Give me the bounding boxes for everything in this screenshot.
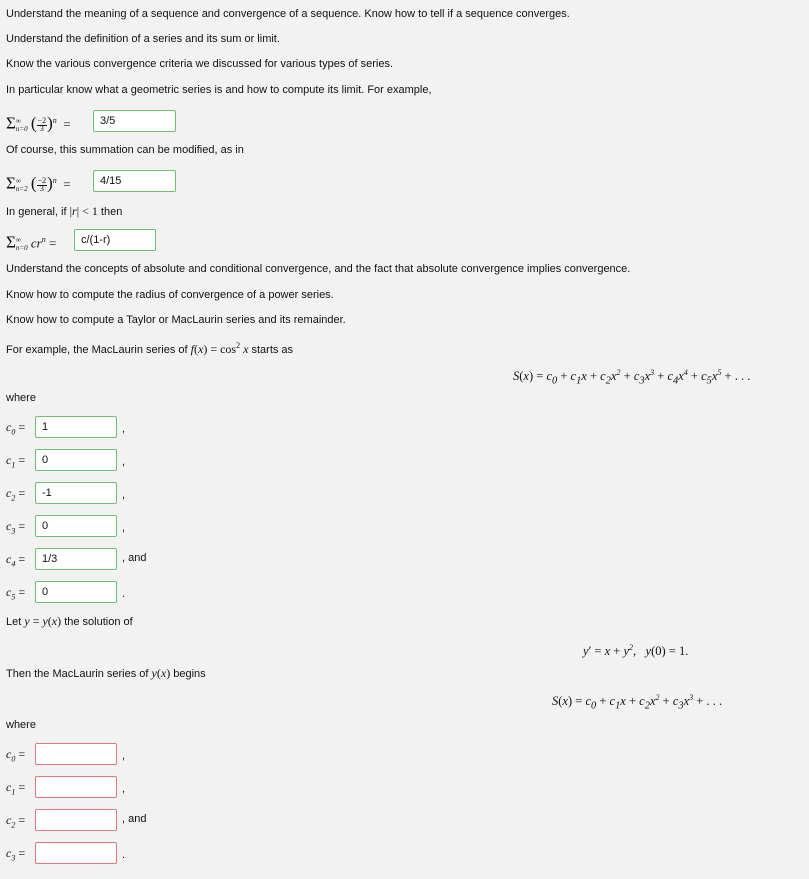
ode-c0-input[interactable] [35, 743, 117, 765]
ode-c1-input[interactable] [35, 776, 117, 798]
coef-label-c5: $c_5$ = [6, 585, 26, 602]
ode-series-prefix: Then the MacLaurin series of [6, 668, 149, 680]
where-label-2: where [6, 719, 36, 731]
ode-series-line [6, 666, 206, 681]
separator: , [122, 456, 126, 468]
intro-line-2: Understand the definition of a series and its sum or limit. [6, 33, 280, 45]
coef-label-c4: $c_4$ = [6, 552, 26, 569]
separator-period: . [122, 588, 126, 600]
separator-and: , and [122, 813, 147, 825]
separator: , [122, 489, 126, 501]
cos-c4-input[interactable] [35, 548, 117, 570]
separator-and: , and [122, 552, 147, 564]
geometric-sum-1: Σ∞ n=0 (−2 3 )$^n$ = [6, 113, 71, 134]
maclaurin-prefix: For example, the MacLaurin series of [6, 344, 188, 356]
separator: , [122, 522, 126, 534]
cos-c2-input[interactable] [35, 482, 117, 504]
solution-definition: y = y(x) [24, 614, 62, 628]
ratio-condition: |r| < 1 [69, 204, 98, 218]
intro-line-4: In particular know what a geometric series is and how to compute its limit. For example, [6, 84, 432, 96]
solution-function: y(x) [151, 666, 171, 680]
coef-label-c2: $c_2$ = [6, 486, 26, 503]
ode-prefix: Let [6, 616, 22, 628]
separator: , [122, 423, 126, 435]
coef-label-c2: $c_2$ = [6, 813, 26, 830]
function-definition: $f(x) = \cos^2 x$ [190, 341, 249, 356]
coef-label-c1: $c_1$ = [6, 780, 26, 797]
geometric-sum-1-answer[interactable] [93, 110, 176, 132]
coef-label-c3: $c_3$ = [6, 519, 26, 536]
intro-line-3: Know the various convergence criteria we discussed for various types of series. [6, 58, 394, 70]
coef-label-c1: $c_1$ = [6, 453, 26, 470]
cos-c1-input[interactable] [35, 449, 117, 471]
general-suffix: then [100, 206, 123, 218]
intro-line-1: Understand the meaning of a sequence and convergence of a sequence. Know how to tell if a sequence converges. [6, 8, 570, 20]
maclaurin-series-formula-1: $S(x) = c_0 + c_1x + c_2x^2 + c_3x^3 + c_4x^4 + c_5x^5$ + . . . [513, 368, 751, 387]
ode-equation: $y' = x + y^2$, y(0) = 1. [583, 643, 689, 659]
geometric-sum-2: Σ∞ n=2 (−2 3 )$^n$ = [6, 173, 71, 194]
intro-line-8: Know how to compute the radius of convergence of a power series. [6, 289, 334, 301]
coef-label-c3: $c_3$ = [6, 846, 26, 863]
ode-c3-input[interactable] [35, 842, 117, 864]
ode-c2-input[interactable] [35, 809, 117, 831]
separator: , [122, 750, 126, 762]
coef-label-c0: $c_0$ = [6, 420, 26, 437]
coef-label-c0: $c_0$ = [6, 747, 26, 764]
geometric-sum-general: Σ∞ n=0 $cr^n$ = [6, 232, 57, 253]
maclaurin-series-formula-2: $S(x) = c_0 + c_1x + c_2x^2 + c_3x^3$ + . . . [552, 693, 723, 712]
intro-line-10 [6, 339, 293, 357]
ode-suffix: the solution of [64, 616, 133, 628]
intro-line-5: Of course, this summation can be modified, as in [6, 144, 244, 156]
intro-line-9: Know how to compute a Taylor or MacLaurin series and its remainder. [6, 314, 346, 326]
intro-line-7: Understand the concepts of absolute and conditional convergence, and the fact that absolute convergence implies convergence. [6, 263, 631, 275]
separator: , [122, 783, 126, 795]
cos-c0-input[interactable] [35, 416, 117, 438]
cos-c5-input[interactable] [35, 581, 117, 603]
cos-c3-input[interactable] [35, 515, 117, 537]
intro-line-6 [6, 204, 122, 219]
separator-period: . [122, 849, 126, 861]
where-label-1: where [6, 392, 36, 404]
geometric-sum-general-answer[interactable] [74, 229, 156, 251]
ode-series-suffix: begins [173, 668, 206, 680]
geometric-sum-2-answer[interactable] [93, 170, 176, 192]
maclaurin-suffix: starts as [251, 344, 294, 356]
ode-line [6, 614, 133, 629]
general-prefix: In general, if [6, 206, 67, 218]
